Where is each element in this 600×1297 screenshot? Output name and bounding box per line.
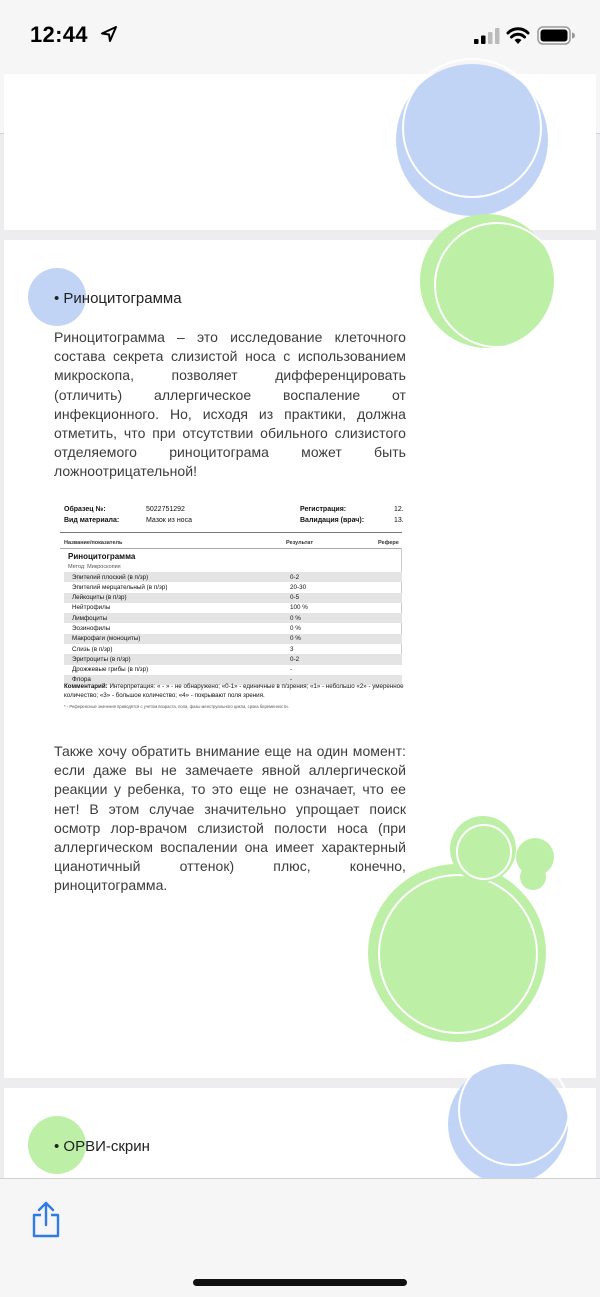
table-row: Лимфоциты 0 %	[64, 613, 402, 623]
table-row: Нейтрофилы 100 %	[72, 604, 308, 612]
column-header-result: Результат	[286, 540, 314, 546]
table-row: Эритроциты (в п/зр) 0-2	[64, 654, 402, 664]
status-bar	[0, 0, 600, 70]
lab-footnote: * - Референсные значения приводятся с учетом возраста, пола, фазы менструального цикла, срока беременности.	[64, 704, 289, 709]
divider	[60, 548, 402, 549]
table-row: Эпителий плоский (в п/зр) 0-2	[64, 572, 402, 582]
lab-section-title: Риноцитограмма	[68, 552, 136, 561]
paragraph-allergy-note: Также хочу обратить внимание еще на один момент: если даже вы не замечаете явной аллергической реакции у ребенка, то это еще не означает, что ее нет! В этом случае значительно упрощает поиск осмотр лор-врачом слизистой полости носа (при аллергическом воспалении она имеет характерный цианотичный оттенок) плюс, конечно, риноцитограмма.	[54, 743, 406, 894]
column-header-reference: Рефере	[378, 540, 399, 546]
material-type-value: Мазок из носа	[146, 517, 192, 524]
decorative-green-circle	[520, 864, 546, 890]
registration: Регистрация:	[300, 506, 347, 513]
paragraph-rhinocytogram: Риноцитограмма – это исследование клеточного состава секрета слизистой носа с использованием микроскопа, позволяет дифференцировать (отличить) аллергическое воспаление от инфекционного. Но, исходя из практики, должна отметить, что при отсутствии обильного слизистого отделяемого риноцитограма может быть ложноотрицательной!	[54, 329, 406, 480]
decorative-ring	[456, 824, 512, 880]
validation: Валидация (врач):	[300, 517, 365, 524]
share-icon[interactable]	[30, 1201, 62, 1239]
section-heading-rhinocytogram: • Риноцитограмма	[54, 290, 182, 307]
pdf-page-current	[4, 240, 596, 1078]
location-arrow-icon	[100, 25, 118, 43]
bottom-toolbar	[0, 1178, 600, 1297]
lab-results-table	[64, 572, 402, 685]
decorative-ring	[378, 874, 538, 1034]
decorative-ring	[458, 1054, 570, 1166]
section-heading-arvi-screen: • ОРВИ-скрин	[54, 1138, 150, 1155]
table-row: Дрожжевые грибы (в п/зр) -	[72, 666, 293, 674]
battery-icon	[537, 26, 575, 45]
registration-value: 12.	[394, 506, 404, 513]
pdf-page-previous	[4, 74, 596, 230]
column-header-name: Название/показатель	[64, 540, 123, 546]
table-row: Слизь (в п/зр) 3	[72, 645, 294, 653]
table-row: Эпителий мерцательный (в п/зр) 20-30	[72, 583, 307, 591]
sample-number: Образец №:	[64, 506, 106, 513]
document-viewer[interactable]	[0, 134, 600, 1178]
material-type: Вид материала:	[64, 517, 120, 524]
table-row: Флора -	[64, 675, 402, 685]
divider	[60, 532, 402, 533]
sample-number-value: 5022751292	[146, 506, 185, 513]
decorative-ring	[402, 58, 542, 198]
lab-report-image	[60, 506, 402, 718]
wifi-icon	[506, 25, 530, 45]
decorative-ring	[434, 222, 560, 348]
status-time: 12:44	[30, 22, 88, 47]
lab-method: Метод: Микроскопия	[68, 564, 121, 570]
validation-value: 13.	[394, 517, 404, 524]
table-row: Макрофаги (моноциты) 0 %	[64, 634, 402, 644]
home-indicator[interactable]	[193, 1279, 407, 1286]
table-row: Лейкоциты (в п/зр) 0-5	[64, 593, 402, 603]
table-row: Эозинофилы 0 %	[72, 624, 301, 632]
lab-comment: Комментарий: Интерпретация: « - » - не обнаружено; «0-1» - единичные в п/зрения; «1» - небольшо «2» - умеренное количество; «3» - большое количество; «4» - покрывают поля зрения.	[64, 683, 404, 699]
cellular-signal-icon	[474, 28, 500, 44]
